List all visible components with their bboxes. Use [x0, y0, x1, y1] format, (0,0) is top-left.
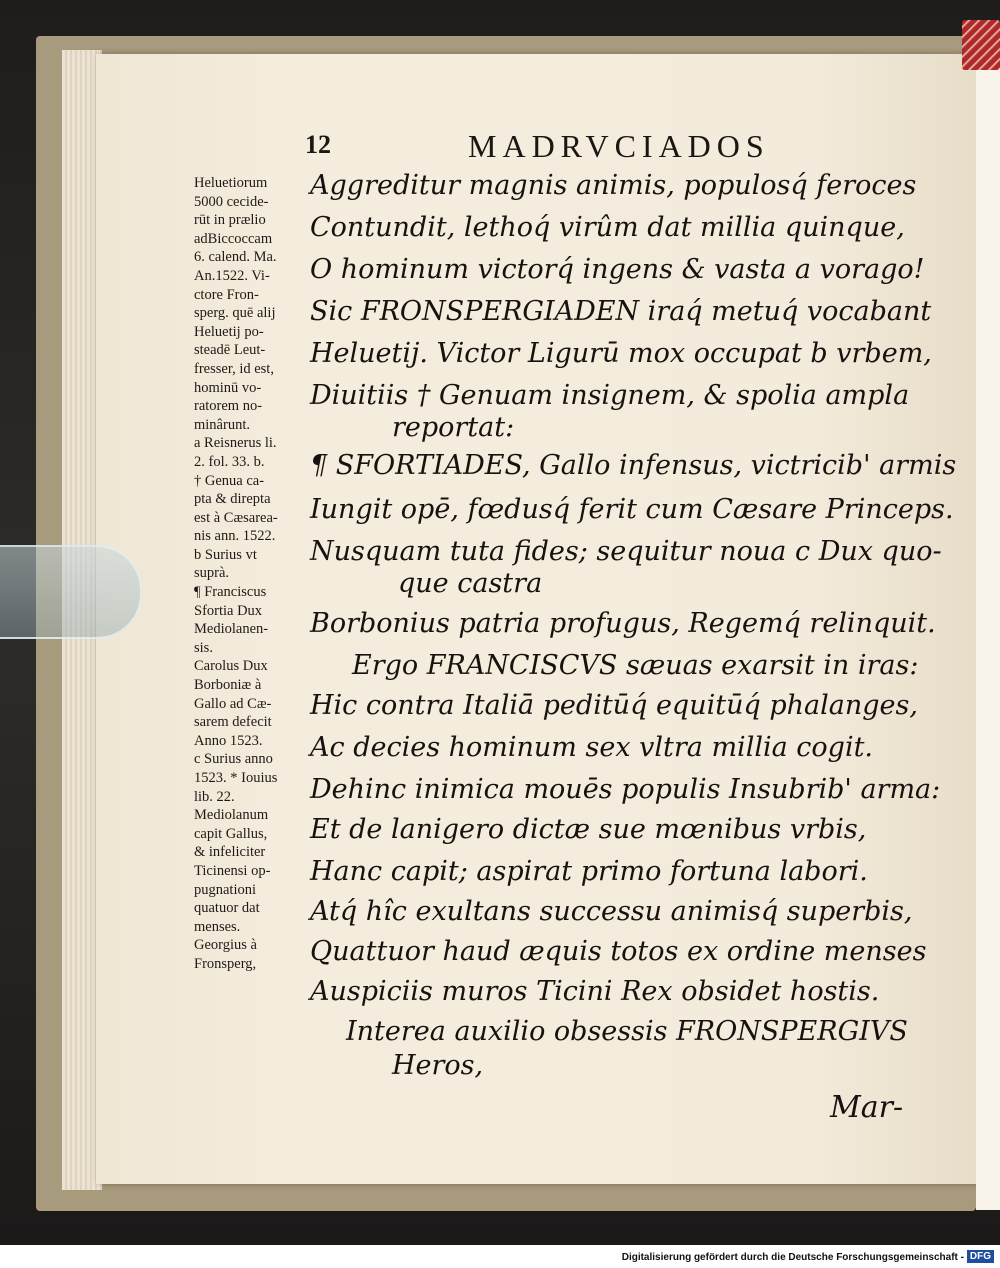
- margin-line: Fronsperg,: [194, 955, 257, 972]
- facing-page-edge: [976, 60, 1000, 1210]
- margin-line: Sfortia Dux: [194, 602, 263, 619]
- margin-line: Carolus Dux: [194, 658, 268, 675]
- verse-line: Nusquam tuta fides; sequitur noua c Dux quo-: [310, 536, 942, 567]
- verse-line: Ac decies hominum sex vltra millia cogit.: [310, 732, 874, 763]
- margin-line: ratorem no-: [194, 398, 263, 415]
- margin-line: suprà.: [194, 565, 230, 582]
- margin-line: fresser, id est,: [194, 360, 274, 377]
- verse-line: Heros,: [392, 1050, 484, 1081]
- margin-line: & infeliciter: [194, 844, 266, 861]
- verse-line: Heluetij. Victor Ligurū mox occupat b vrbem,: [310, 338, 932, 369]
- margin-line: Ticinensi op-: [194, 862, 271, 879]
- margin-line: c Surius anno: [194, 751, 273, 768]
- verse-line: Iungit opē, fœdusq́ ferit cum Cæsare Princeps.: [310, 494, 954, 525]
- margin-line: sis.: [194, 639, 213, 656]
- margin-line: nis ann. 1522.: [194, 528, 276, 545]
- verse-line: Atq́ hîc exultans successu animisq́ superbis,: [310, 896, 913, 927]
- margin-line: Borboniæ à: [194, 677, 262, 694]
- verse-line: Et de lanigero dictæ sue mœnibus vrbis,: [310, 814, 867, 845]
- margin-line: sperg. quē alij: [194, 305, 276, 322]
- verse-line: O hominum victorq́ ingens & vasta a vorago!: [310, 254, 925, 285]
- margin-line: Georgius à: [194, 937, 257, 954]
- verse-line: Hanc capit; aspirat primo fortuna labori.: [310, 856, 868, 887]
- marginal-notes: [194, 174, 306, 974]
- margin-line: hominū vo-: [194, 379, 262, 396]
- margin-line: quatuor dat: [194, 900, 260, 917]
- margin-line: An.1522. Vi-: [194, 267, 270, 284]
- verse-line: Hic contra Italiā peditūq́ equitūq́ phalanges,: [310, 690, 918, 721]
- verse-line: Ergo FRANCISCVS sæuas exarsit in iras:: [352, 650, 919, 681]
- margin-line: b Surius vt: [194, 546, 257, 563]
- margin-line: 5000 cecide-: [194, 193, 269, 210]
- margin-line: ¶ Franciscus: [194, 584, 267, 601]
- running-head: MADRVCIADOS: [468, 128, 770, 164]
- margin-line: 2. fol. 33. b.: [194, 453, 265, 470]
- margin-line: adBiccoccam: [194, 230, 273, 247]
- margin-line: Mediolanen-: [194, 621, 269, 638]
- margin-line: menses.: [194, 918, 241, 935]
- margin-line: rūt in prælio: [194, 212, 266, 229]
- margin-line: Heluetiorum: [194, 175, 268, 191]
- margin-line: 6. calend. Ma.: [194, 249, 277, 266]
- verse-line: que castra: [398, 568, 543, 599]
- verse-line: Interea auxilio obsessis FRONSPERGIVS: [346, 1016, 908, 1047]
- verse-line: Sic FRONSPERGIADEN iraq́ metuq́ vocabant: [310, 296, 932, 327]
- page-clip: [0, 545, 142, 639]
- verse-line: reportat:: [392, 412, 515, 443]
- verse-line: Dehinc inimica mouēs populis Insubrib' arma:: [310, 774, 941, 805]
- verse-line: Quattuor haud æquis totos ex ordine menses: [310, 936, 927, 967]
- verse-line: ¶ SFORTIADES, Gallo infensus, victricib' armis: [310, 450, 957, 481]
- margin-line: Heluetij po-: [194, 323, 264, 340]
- margin-line: pta & direpta: [194, 491, 271, 508]
- margin-line: est à Cæsarea-: [194, 509, 278, 526]
- margin-line: 1523. * Iouius: [194, 770, 278, 786]
- margin-line: Gallo ad Cæ-: [194, 695, 272, 712]
- margin-line: ctore Fron-: [194, 286, 259, 303]
- margin-line: sarem defecit: [194, 714, 272, 731]
- verse-line: Contundit, lethoq́ virûm dat millia quinque,: [310, 212, 905, 243]
- page-number: 12: [305, 130, 331, 159]
- verse-line: Borbonius patria profugus, Regemq́ relinquit.: [310, 608, 936, 639]
- margin-line: capit Gallus,: [194, 825, 268, 842]
- bookmark-ribbon: [962, 20, 1000, 70]
- margin-line: † Genua ca-: [194, 472, 265, 489]
- margin-line: lib. 22.: [194, 788, 235, 805]
- margin-line: a Reisnerus li.: [194, 435, 277, 452]
- dfg-logo: DFG: [967, 1250, 994, 1263]
- catchword: Mar-: [830, 1090, 904, 1125]
- margin-line: Mediolanum: [194, 807, 269, 824]
- margin-line: pugnationi: [194, 881, 257, 898]
- margin-line: Anno 1523.: [194, 732, 263, 749]
- verse-line: Aggreditur magnis animis, populosq́ feroces: [310, 170, 917, 201]
- margin-line: minârunt.: [194, 416, 250, 433]
- digitization-credit: Digitalisierung gefördert durch die Deutsche Forschungsgemeinschaft -: [621, 1252, 964, 1263]
- verse-line: Auspiciis muros Ticini Rex obsidet hostis.: [310, 976, 880, 1007]
- margin-line: steadē Leut-: [194, 342, 266, 359]
- verse-line: Diuitiis † Genuam insignem, & spolia ampla: [310, 380, 910, 411]
